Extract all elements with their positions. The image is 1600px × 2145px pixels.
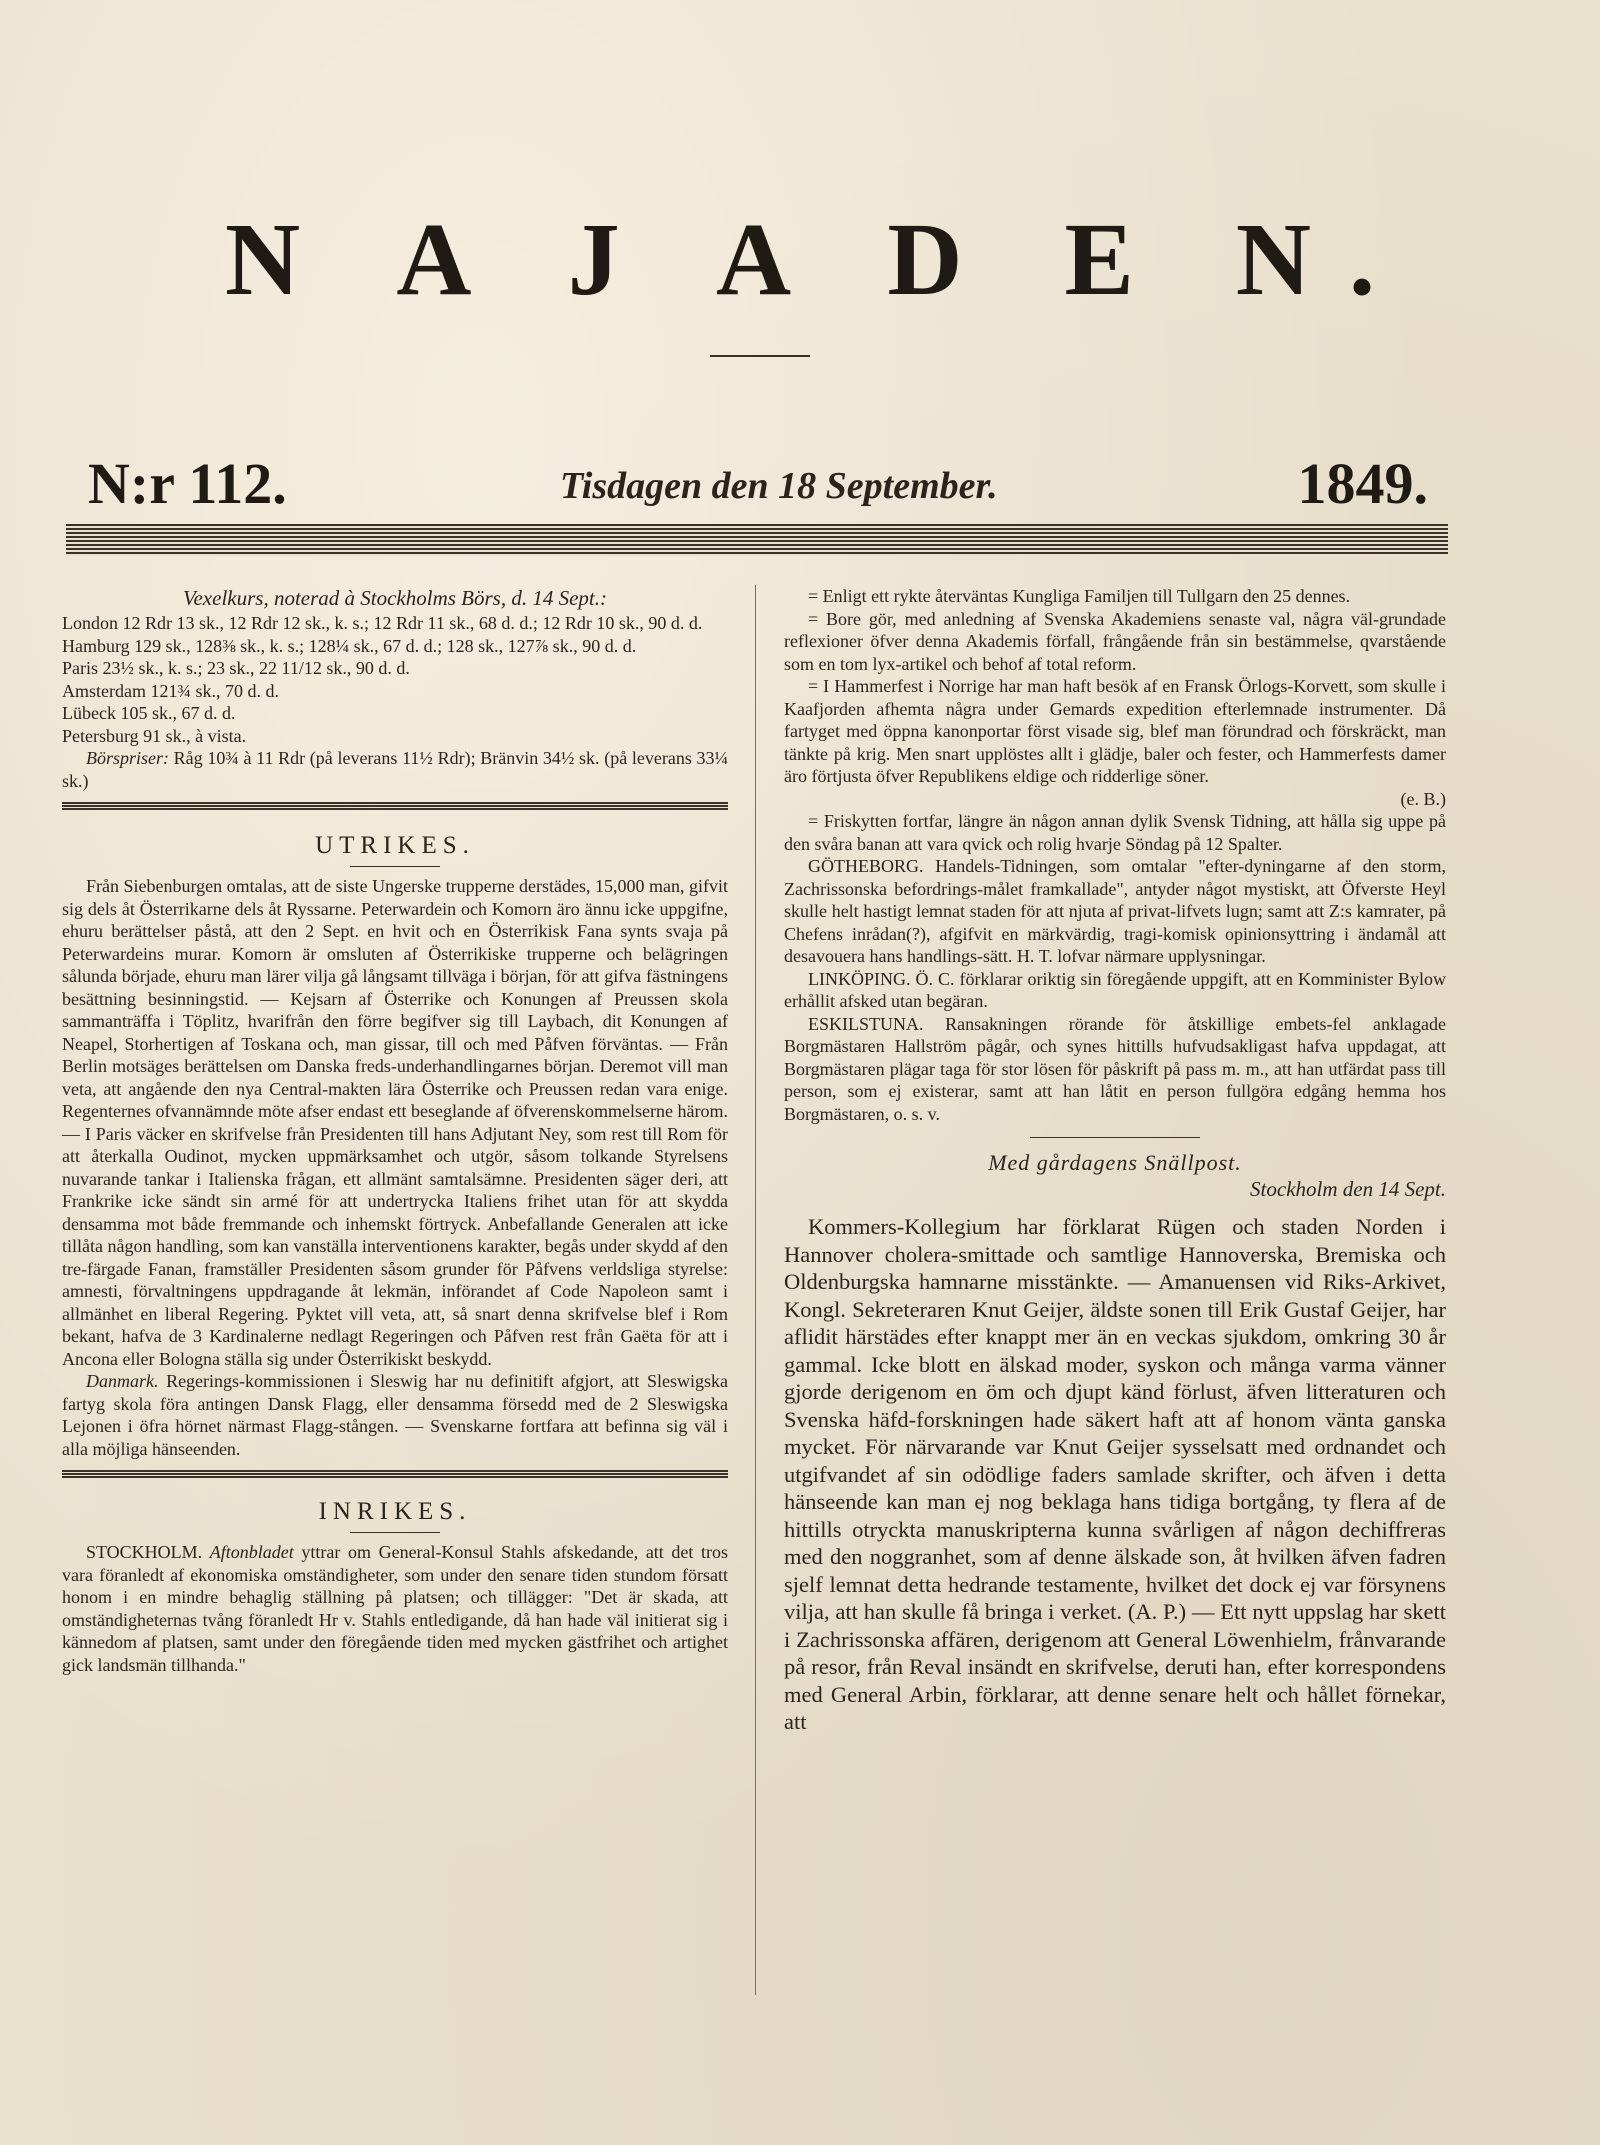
- right-column: [784, 585, 1446, 1736]
- inrikes-text: [62, 1541, 728, 1676]
- exchange-title: Vexelkurs, noterad à Stockholms Börs, d. 14 Sept.:: [182, 586, 607, 610]
- exchange-line: Petersburg 91 sk., à vista.: [62, 725, 247, 746]
- borspriser-text: Råg 10¾ à 11 Rdr (på leverans 11½ Rdr); Bränvin 34½ sk. (på leverans 33¼ sk.): [62, 748, 728, 791]
- section-rule: [1030, 1137, 1200, 1138]
- snallpost-dateline: Stockholm den 14 Sept.: [1250, 1177, 1446, 1201]
- borspriser: [62, 747, 728, 792]
- utrikes-text: Från Siebenburgen omtalas, att de siste Ungerske trupperne derstädes, 15,000 man, gifvit sig dels åt Österrikarne dels åt Ryssarne. Peterwardein och Komorn äro ännu icke uppgifne, ehuru berättelser påstå, att den 2 Sept. en hvit och en Österrikisk Fana synts svaja på Peterwardeins murar. Komorn är omsluten af Österrikiske trupperne och belägringen sålunda började, ehuru man lärer vilja gå långsamt tillväga i början, för att gifva fästningens besättning besinningstid. — Kejsarn af Österrike och Konungen af Preussen skola sammanträffa i Töplitz, hvarifrån den förre begifver sig till Laybach, dit Konungen af Neapel, Storhertigen af Toskana och, man gissar, till och med Påfven förväntas. — Från Berlin motsäges berättelsen om Danska freds-underhandlingarnes början. Deremot vill man veta, att angående den nya Central-makten lära Österrike och Preussen redan vara enige. Regenternes ofvannämnde möte afser endast ett beseglande af öfverenskommelserne härom. — I Paris väcker en skrifvelse från Presidenten till hans Adjutant Ney, som rest till Rom för att återkalla Oudinot, mycken uppmärksamhet och utgör, såsom tolkande Styrelsens nuvarande tankar i Italienska frågan, ett allmänt samtalsämne. Presidenten säger deri, att Frankrike icke sändt sin armé för att undertrycka Italiens frihet utan för att skydda densamma mot både fremmande och inhemskt förtryck. Anbefallande Generalen att icke tillåta någon handling, som kan vanställa interventionens karakter, begås under skydd af den tre-färgade Fanan, framställer Presidenten såsom grunder för Påfvens verldsliga styrelse: amnesti, förvaltningens uppdragande åt lekmän, införandet af Code Napoleon samt i allmänhet en liberal Regering. Pyktet vill veta, att, så snart denna skrifvelse blef i Rom bekant, hafva de 3 Kardinalerne nedlagt Regeringen och Påfven rest från Gaëta för att i Ancona eller Bologna ställa sig under Österrikiskt beskydd.: [62, 876, 729, 1369]
- inrikes-body: yttrar om General-Konsul Stahls afskedande, att det tros vara föranledt af ekonomiska omständigheter, som under den senare tiden stundom försatt honom i en mindre behaglig ställning på platsen; och tillägger: "Det är skada, att omständigheternas tvång föranledt Hr v. Stahls entledigande, då han hade väl initierat sig i kännedom af platsen, samt under den föregående tiden med mycken gästfrihet och artighet gick landsmän tillhanda.": [62, 1542, 729, 1675]
- exchange-line: London 12 Rdr 13 sk., 12 Rdr 12 sk., k. s.; 12 Rdr 11 sk., 68 d. d.; 12 Rdr 10 sk., 90 d. d.: [62, 613, 703, 633]
- header-rule: [66, 524, 1448, 556]
- news-item: = I Hammerfest i Norrige har man haft besök af en Fransk Örlogs-Korvett, som skulle i Kaafjorden afhemta några under Gemards expedition efterlemnade instrumenter. Då fartyget med öppna kanonportar först visade sig, blef man förundrad och förskräckt, man tänkte på krig. Men snart upplöstes allt i glädje, baler och fester, och Hammerfests damer äro förtjusta öfver Republikens eldige och ridderlige söner.: [784, 676, 1446, 786]
- exchange-line: Hamburg 129 sk., 128⅜ sk., k. s.; 128¼ sk., 67 d. d.; 128 sk., 127⅞ sk., 90 d. d.: [62, 635, 637, 656]
- section-rule: [62, 802, 728, 810]
- eskilstuna-item: ESKILSTUNA. Ransakningen rörande för åtskillige embets-fel anklagade Borgmästaren Hallström pågår, och synes hittills hufvudsakligast hafva uppdagat, att Borgmästaren plägar taga för stor lösen för påskrift på pass m. m., att han utfärdat pass till person, som ej existerar, samt att han låtit en person fullgöra edgång hemma hos Borgmästaren, o. s. v.: [784, 1013, 1446, 1124]
- inrikes-heading: INRIKES.: [318, 1498, 472, 1525]
- utrikes-heading: UTRIKES.: [315, 832, 475, 859]
- issue-line: [0, 450, 1600, 530]
- danmark-body: Regerings-kommissionen i Sleswig har nu definitift afgjort, att Sleswigska fartyg skola föra antingen Dansk Flagg, eller densamma försedd med de 2 Sleswigska Lejonen i öfra hörnet närmast Flagg-stången. — Svenskarne fortfara att befinna sig väl i alla möjliga hänseenden.: [62, 1371, 728, 1459]
- exchange-line: Lübeck 105 sk., 67 d. d.: [62, 703, 236, 723]
- column-divider: [755, 585, 756, 1995]
- inrikes-paper: Aftonbladet: [209, 1542, 294, 1562]
- news-item: = Bore gör, med anledning af Svenska Akademiens senaste val, några väl-grundade reflexioner öfver denna Akademis förfall, frångående från sin bestämmelse, qvarstående som en tom lyx-artikel och behof af total reform.: [784, 608, 1446, 674]
- issue-year: 1849.: [1297, 451, 1428, 516]
- snallpost-heading: Med gårdagens Snällpost.: [988, 1150, 1242, 1175]
- exchange-line: Paris 23½ sk., k. s.; 23 sk., 22 11/12 sk., 90 d. d.: [62, 658, 410, 678]
- danmark-text: [62, 1370, 728, 1460]
- issue-date: Tisdagen den 18 September.: [560, 465, 998, 507]
- masthead-title: N A J A D E N.: [225, 202, 1413, 317]
- linkoping-item: LINKÖPING. Ö. C. förklarar oriktig sin föregående uppgift, att en Komminister Bylow erhållit afsked utan begäran.: [784, 968, 1446, 1011]
- news-item: = Enligt ett rykte återväntas Kungliga Familjen till Tullgarn den 25 dennes.: [808, 586, 1351, 606]
- masthead-rule: [710, 355, 810, 357]
- exchange-line: Amsterdam 121¾ sk., 70 d. d.: [62, 680, 279, 701]
- left-column: [62, 585, 728, 1676]
- heading-rule: [350, 1532, 440, 1533]
- section-rule: [62, 1470, 728, 1478]
- news-signature: (e. B.): [1400, 788, 1446, 809]
- inrikes-lead: STOCKHOLM.: [86, 1542, 210, 1562]
- news-item: = Friskytten fortfar, längre än någon annan dylik Svensk Tidning, att hålla sig uppe på den svåra banan att vara qvick och rolig hvarje Söndag på 12 Spalter.: [784, 811, 1446, 854]
- issue-number: N:r 112.: [88, 451, 287, 516]
- snallpost-text: Kommers-Kollegium har förklarat Rügen och staden Norden i Hannover cholera-smittade och samtlige Hannoverska, Bremiska och Oldenburgska hamnarne misstänkte. — Amanuensen vid Riks-Arkivet, Kongl. Sekreteraren Knut Geijer, äldste sonen till Erik Gustaf Geijer, har aflidit härstädes efter knappt mer än en veckas sjukdom, omkring 30 år gammal. Icke blott en älskad moder, syskon och många varma vänner gjorde derigenom en öm och djupt känd förlust, äfven litteraturen och Svenska häfd-forskningen hade säkert haft att af honom vänta ganska mycket. För närvarande var Knut Geijer sysselsatt med ordnandet och utgifvandet af sin odödlige faders samlade skrifter, och äfven i detta hänseende kan man ej nog beklaga hans tidiga bortgång, ty flera af de hittills otryckta manuskripterna kunna svårligen af någon dechiffreras med den noggranhet, som af denne älskade son, åt hvilken äfven fadren sjelf lemnat detta hedrande testamente, hvilket det dock ej var försynens vilja, att han skulle få bringa i verket. (A. P.) — Ett nytt uppslag har skett i Zachrissonska affären, derigenom att General Löwenhielm, frånvarande på resor, från Reval insändt en skrifvelse, deruti han, efter korrespondens med General Arbin, förklarar, att denne senare helt och hållet förnekar, att: [784, 1214, 1446, 1734]
- danmark-label: Danmark.: [86, 1371, 159, 1391]
- goteborg-item: GÖTHEBORG. Handels-Tidningen, som omtalar "efter-dyningarne af den storm, Zachrissonska befordrings-målet framkallade", antyder något mystiskt, att Öfverste Heyl skulle helt hastigt lemnat staden för att njuta af privat-lifvets lugn; samt att Z:s kamrater, på Chefens inrådan(?), afgifvit en märkvärdig, tragi-komisk opinionsyttring i ändamål att desavouera hans handlings-sätt. H. T. lofvar närmare upplysningar.: [784, 856, 1446, 966]
- heading-rule: [350, 866, 440, 867]
- borspriser-label: Börspriser:: [86, 748, 170, 768]
